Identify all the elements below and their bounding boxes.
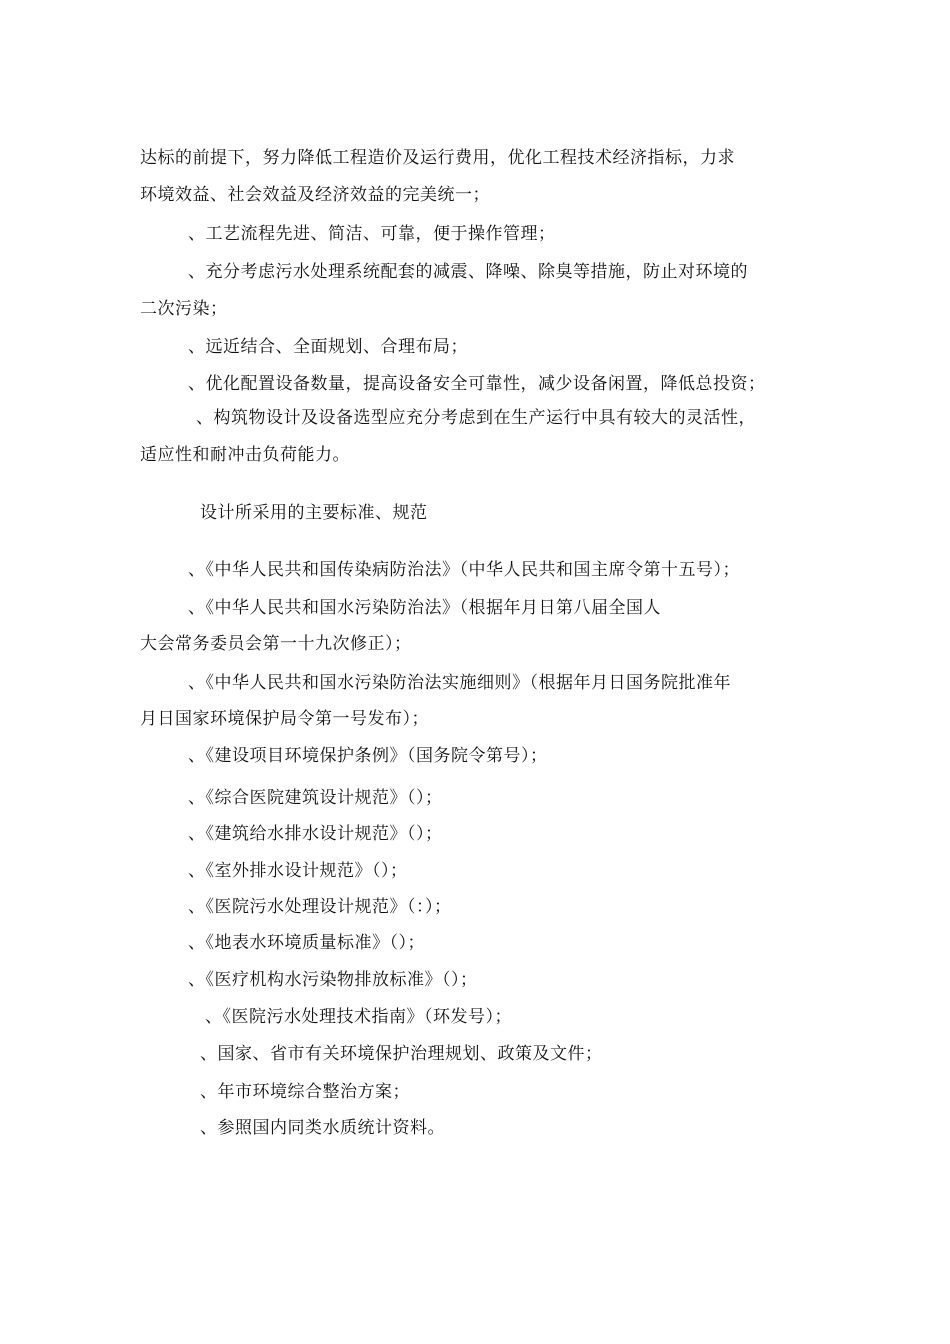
standard-item: 、《中华人民共和国水污染防治法实施细则》（根据年月日国务院批准年: [188, 673, 731, 693]
principle-item: 、远近结合、全面规划、合理布局；: [188, 337, 468, 357]
principle-item: 、充分考虑污水处理系统配套的减震、降噪、除臭等措施，防止对环境的: [188, 262, 748, 282]
standard-item: 、《中华人民共和国水污染防治法》（根据年月日第八届全国人: [188, 598, 661, 618]
standard-item: 、国家、省市有关环境保护治理规划、政策及文件；: [200, 1044, 603, 1064]
standard-item-continuation: 大会常务委员会第一十九次修正）；: [140, 634, 412, 654]
standard-item: 、《地表水环境质量标准》（）；: [188, 933, 425, 953]
standard-item: 、《医院污水处理设计规范》（：）；: [188, 897, 452, 917]
standard-item: 、《建设项目环境保护条例》（国务院令第号）；: [188, 746, 548, 766]
principle-item: 、优化配置设备数量，提高设备安全可靠性，减少设备闲置，降低总投资；: [188, 374, 766, 394]
principle-item: 、构筑物设计及设备选型应充分考虑到在生产运行中具有较大的灵活性，: [196, 408, 756, 428]
standard-item: 、年市环境综合整治方案；: [200, 1082, 410, 1102]
standard-item: 、《建筑给水排水设计规范》（）；: [188, 824, 443, 844]
standard-item: 、参照国内同类水质统计资料。: [200, 1118, 445, 1138]
section-heading: 设计所采用的主要标准、规范: [200, 503, 428, 523]
standard-item: 、《医院污水处理技术指南》（环发号）；: [205, 1007, 512, 1027]
principle-item-continuation: 适应性和耐冲击负荷能力。: [140, 445, 350, 465]
principle-item-continuation: 二次污染；: [140, 299, 228, 319]
standard-item: 、《综合医院建筑设计规范》（）；: [188, 788, 443, 808]
standard-item: 、《中华人民共和国传染病防治法》（中华人民共和国主席令第十五号）；: [188, 560, 740, 580]
standard-item-continuation: 月日国家环境保护局令第一号发布）；: [140, 709, 429, 729]
principle-item: 、工艺流程先进、简洁、可靠，便于操作管理；: [188, 224, 556, 244]
intro-line: 达标的前提下，努力降低工程造价及运行费用，优化工程技术经济指标，力求: [140, 148, 735, 168]
intro-line: 环境效益、社会效益及经济效益的完美统一；: [140, 185, 490, 205]
standard-item: 、《室外排水设计规范》（）；: [188, 861, 408, 881]
standard-item: 、《医疗机构水污染物排放标准》（）；: [188, 970, 478, 990]
